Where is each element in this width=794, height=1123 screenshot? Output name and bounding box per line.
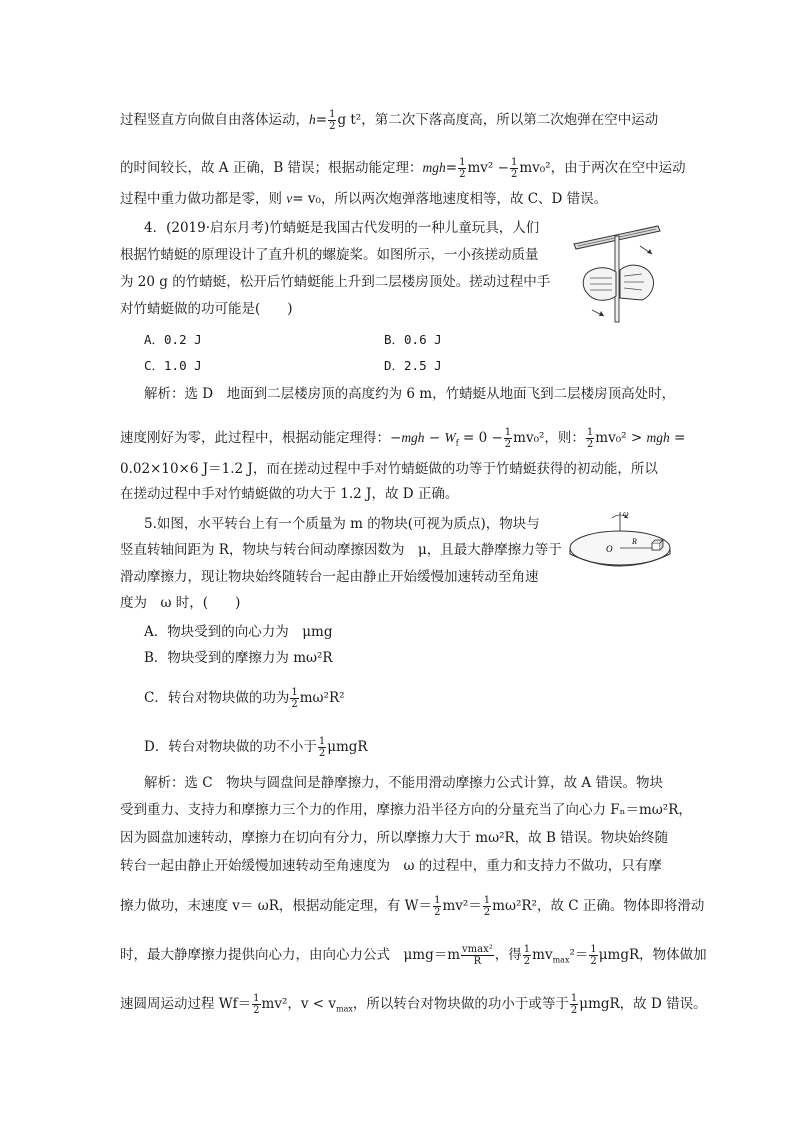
turntable-figure	[566, 508, 674, 584]
fraction-vmax-over-r	[461, 944, 494, 967]
numerator: 1	[434, 895, 441, 906]
fraction-half	[510, 157, 518, 180]
option-b: B．物块受到的摩擦力为 mω²R	[144, 650, 333, 666]
option-d: D．2.5 J	[384, 358, 442, 373]
text: ，所以转台对物块做的功小于或等于	[352, 996, 569, 1012]
text: mv²，v < v	[261, 996, 337, 1012]
denominator: 2	[504, 439, 512, 450]
denominator: 2	[590, 956, 597, 967]
text: mv	[532, 947, 553, 963]
question-4-line: 为 20 g 的竹蜻蜓，松开后竹蜻蜓能上升到二层楼房顶处。搓动过程中手	[120, 274, 551, 290]
solution-5-line: 解析：选 C 物块与圆盘间是静摩擦力，不能用滑动摩擦力公式计算，故 A 错误。物块	[144, 775, 663, 791]
numerator: 1	[570, 993, 578, 1004]
text: = 0 −	[458, 430, 503, 446]
option-d	[144, 736, 368, 759]
numerator: 1	[504, 427, 512, 438]
text: =	[315, 112, 328, 128]
denominator: 2	[253, 1005, 260, 1016]
solution-4-line	[120, 427, 685, 450]
question-5-line: 度为 ω 时，( )	[120, 595, 241, 611]
fraction-half	[586, 427, 594, 450]
subscript-f: f	[455, 438, 459, 448]
text-line	[120, 157, 686, 180]
text: 过程中重力做功都是零，则	[120, 191, 287, 207]
fraction-half	[523, 944, 531, 967]
denominator: 2	[434, 907, 441, 918]
fraction-half	[252, 993, 260, 1016]
numerator: vmax²	[462, 944, 493, 955]
subscript-max: max	[336, 1004, 353, 1014]
fraction-half	[483, 895, 491, 918]
numerator: 1	[291, 687, 298, 698]
text: 擦力做功，末速度 v＝ ωR，根据动能定理，有 W＝	[120, 898, 433, 914]
question-5-line: 滑动摩擦力，现让物块始终随转台一起由静止开始缓慢加速转动至角速	[120, 569, 539, 585]
solution-4-line: 0.02×10×6 J＝1.2 J，而在搓动过程中手对竹蜻蜓做的功等于竹蜻蜓获得的初动能，所以	[120, 461, 658, 477]
numerator: 1	[253, 993, 260, 1004]
denominator: 2	[510, 169, 518, 180]
fraction-half	[328, 109, 336, 132]
text: μmgR，物体做加	[598, 947, 707, 963]
fraction-half	[290, 687, 298, 710]
text-line	[120, 109, 658, 132]
question-5-line: 5.如图，水平转台上有一个质量为 m 的物块(可视为质点)，物块与	[144, 516, 540, 532]
solution-5-line: 受到重力、支持力和摩擦力三个力的作用，摩擦力沿半径方向的分量充当了向心力 Fₙ＝mω²R，	[120, 802, 692, 818]
text-line	[120, 190, 607, 208]
var-v: v	[286, 191, 293, 206]
bamboo-dragonfly-figure	[572, 222, 664, 324]
var-w: W	[444, 430, 456, 445]
denominator: 2	[318, 748, 326, 759]
denominator: 2	[570, 1005, 578, 1016]
solution-4-line: 在搓动过程中手对竹蜻蜓做的功大于 1.2 J，故 D 正确。	[120, 486, 459, 502]
question-4-line: 4．(2019·启东月考)竹蜻蜓是我国古代发明的一种儿童玩具，人们	[144, 220, 540, 236]
numerator: 1	[590, 944, 597, 955]
denominator: 2	[523, 956, 531, 967]
denominator: 2	[329, 121, 336, 132]
text: C．转台对物块做的功为	[144, 690, 290, 706]
fraction-half	[433, 895, 441, 918]
text: mv₀²，由于两次在空中运动	[519, 160, 686, 176]
solution-5-line: 因为圆盘加速转动，摩擦力在切向有分力，所以摩擦力大于 mω²R，故 B 错误。物块始终随	[120, 830, 669, 846]
question-4-line: 对竹蜻蜓做的功可能是( )	[120, 301, 293, 317]
var-mgh: mgh	[401, 430, 425, 445]
fraction-half	[318, 736, 326, 759]
text: mω²R²，故 C 正确。物体即将滑动	[492, 898, 705, 914]
text: =	[669, 430, 686, 446]
text: 时，最大静摩擦力提供向心力，由向心力公式 μmg＝m	[120, 947, 461, 963]
text: −	[424, 430, 445, 446]
numerator: 1	[510, 157, 518, 168]
numerator: 1	[586, 427, 594, 438]
text: 的时间较长，故 A 正确，B 错误；根据动能定理：	[120, 160, 423, 176]
fraction-half	[504, 427, 512, 450]
solution-4-line: 解析：选 D 地面到二层楼房顶的高度约为 6 m，竹蜻蜓从地面飞到二层楼房顶高处时，	[144, 386, 676, 402]
solution-5-line: 转台一起由静止开始缓慢加速转动至角速度为 ω 的过程中，重力和支持力不做功，只有摩	[120, 858, 662, 874]
fraction-half	[458, 157, 466, 180]
denominator: 2	[483, 907, 491, 918]
numerator: 1	[318, 736, 326, 747]
denominator: 2	[291, 699, 298, 710]
text: 速度刚好为零，此过程中，根据动能定理得：−	[120, 430, 402, 446]
option-a: A．物块受到的向心力为 μmg	[144, 624, 333, 640]
question-4-line: 根据竹蜻蜓的原理设计了直升机的螺旋桨。如图所示，一小孩搓动质量	[120, 247, 539, 263]
numerator: 1	[459, 157, 466, 168]
fraction-half	[570, 993, 578, 1016]
question-5-line: 竖直转轴间距为 R，物块与转台间动摩擦因数为 μ，且最大静摩擦力等于	[120, 542, 562, 558]
denominator: 2	[459, 169, 466, 180]
text: 速圆周运动过程 Wf＝	[120, 996, 252, 1012]
denominator: R	[473, 956, 482, 967]
text: ²＝	[569, 947, 589, 963]
text: mv² −	[467, 160, 509, 176]
var-mgh: mgh	[646, 430, 670, 445]
denominator: 2	[586, 439, 594, 450]
text: mω²R²	[299, 690, 345, 706]
text: mv²＝	[442, 898, 482, 914]
option-b: B．0.6 J	[384, 332, 442, 347]
option-c: C．1.0 J	[144, 358, 202, 373]
text: μmgR，故 D 错误。	[579, 996, 707, 1012]
fraction-half	[589, 944, 597, 967]
omega-label: ω	[623, 509, 629, 518]
solution-5-line	[120, 895, 704, 918]
var-mgh: mgh	[422, 160, 446, 175]
option-a: A．0.2 J	[144, 332, 202, 347]
text: = v₀，所以两次炮弹落地速度相等，故 C、D 错误。	[292, 191, 608, 207]
var-h: h	[309, 112, 316, 127]
text: mv₀²，则：	[513, 430, 585, 446]
text: g t²，第二次下落高度高，所以第二次炮弹在空中运动	[337, 112, 659, 128]
radius-label-r: R	[632, 537, 637, 546]
center-label-o: O	[606, 544, 613, 554]
numerator: 1	[329, 109, 336, 120]
solution-5-line	[120, 944, 707, 967]
numerator: 1	[483, 895, 491, 906]
text: μmgR	[327, 739, 368, 755]
text: =	[445, 160, 458, 176]
text: mv₀² >	[595, 430, 647, 446]
text: D．转台对物块做的功不小于	[144, 739, 317, 755]
option-c	[144, 687, 345, 710]
numerator: 1	[523, 944, 531, 955]
subscript-max: max	[552, 955, 570, 965]
text: ，得	[494, 947, 522, 963]
text: 过程竖直方向做自由落体运动，	[120, 112, 309, 128]
solution-5-line	[120, 993, 707, 1016]
